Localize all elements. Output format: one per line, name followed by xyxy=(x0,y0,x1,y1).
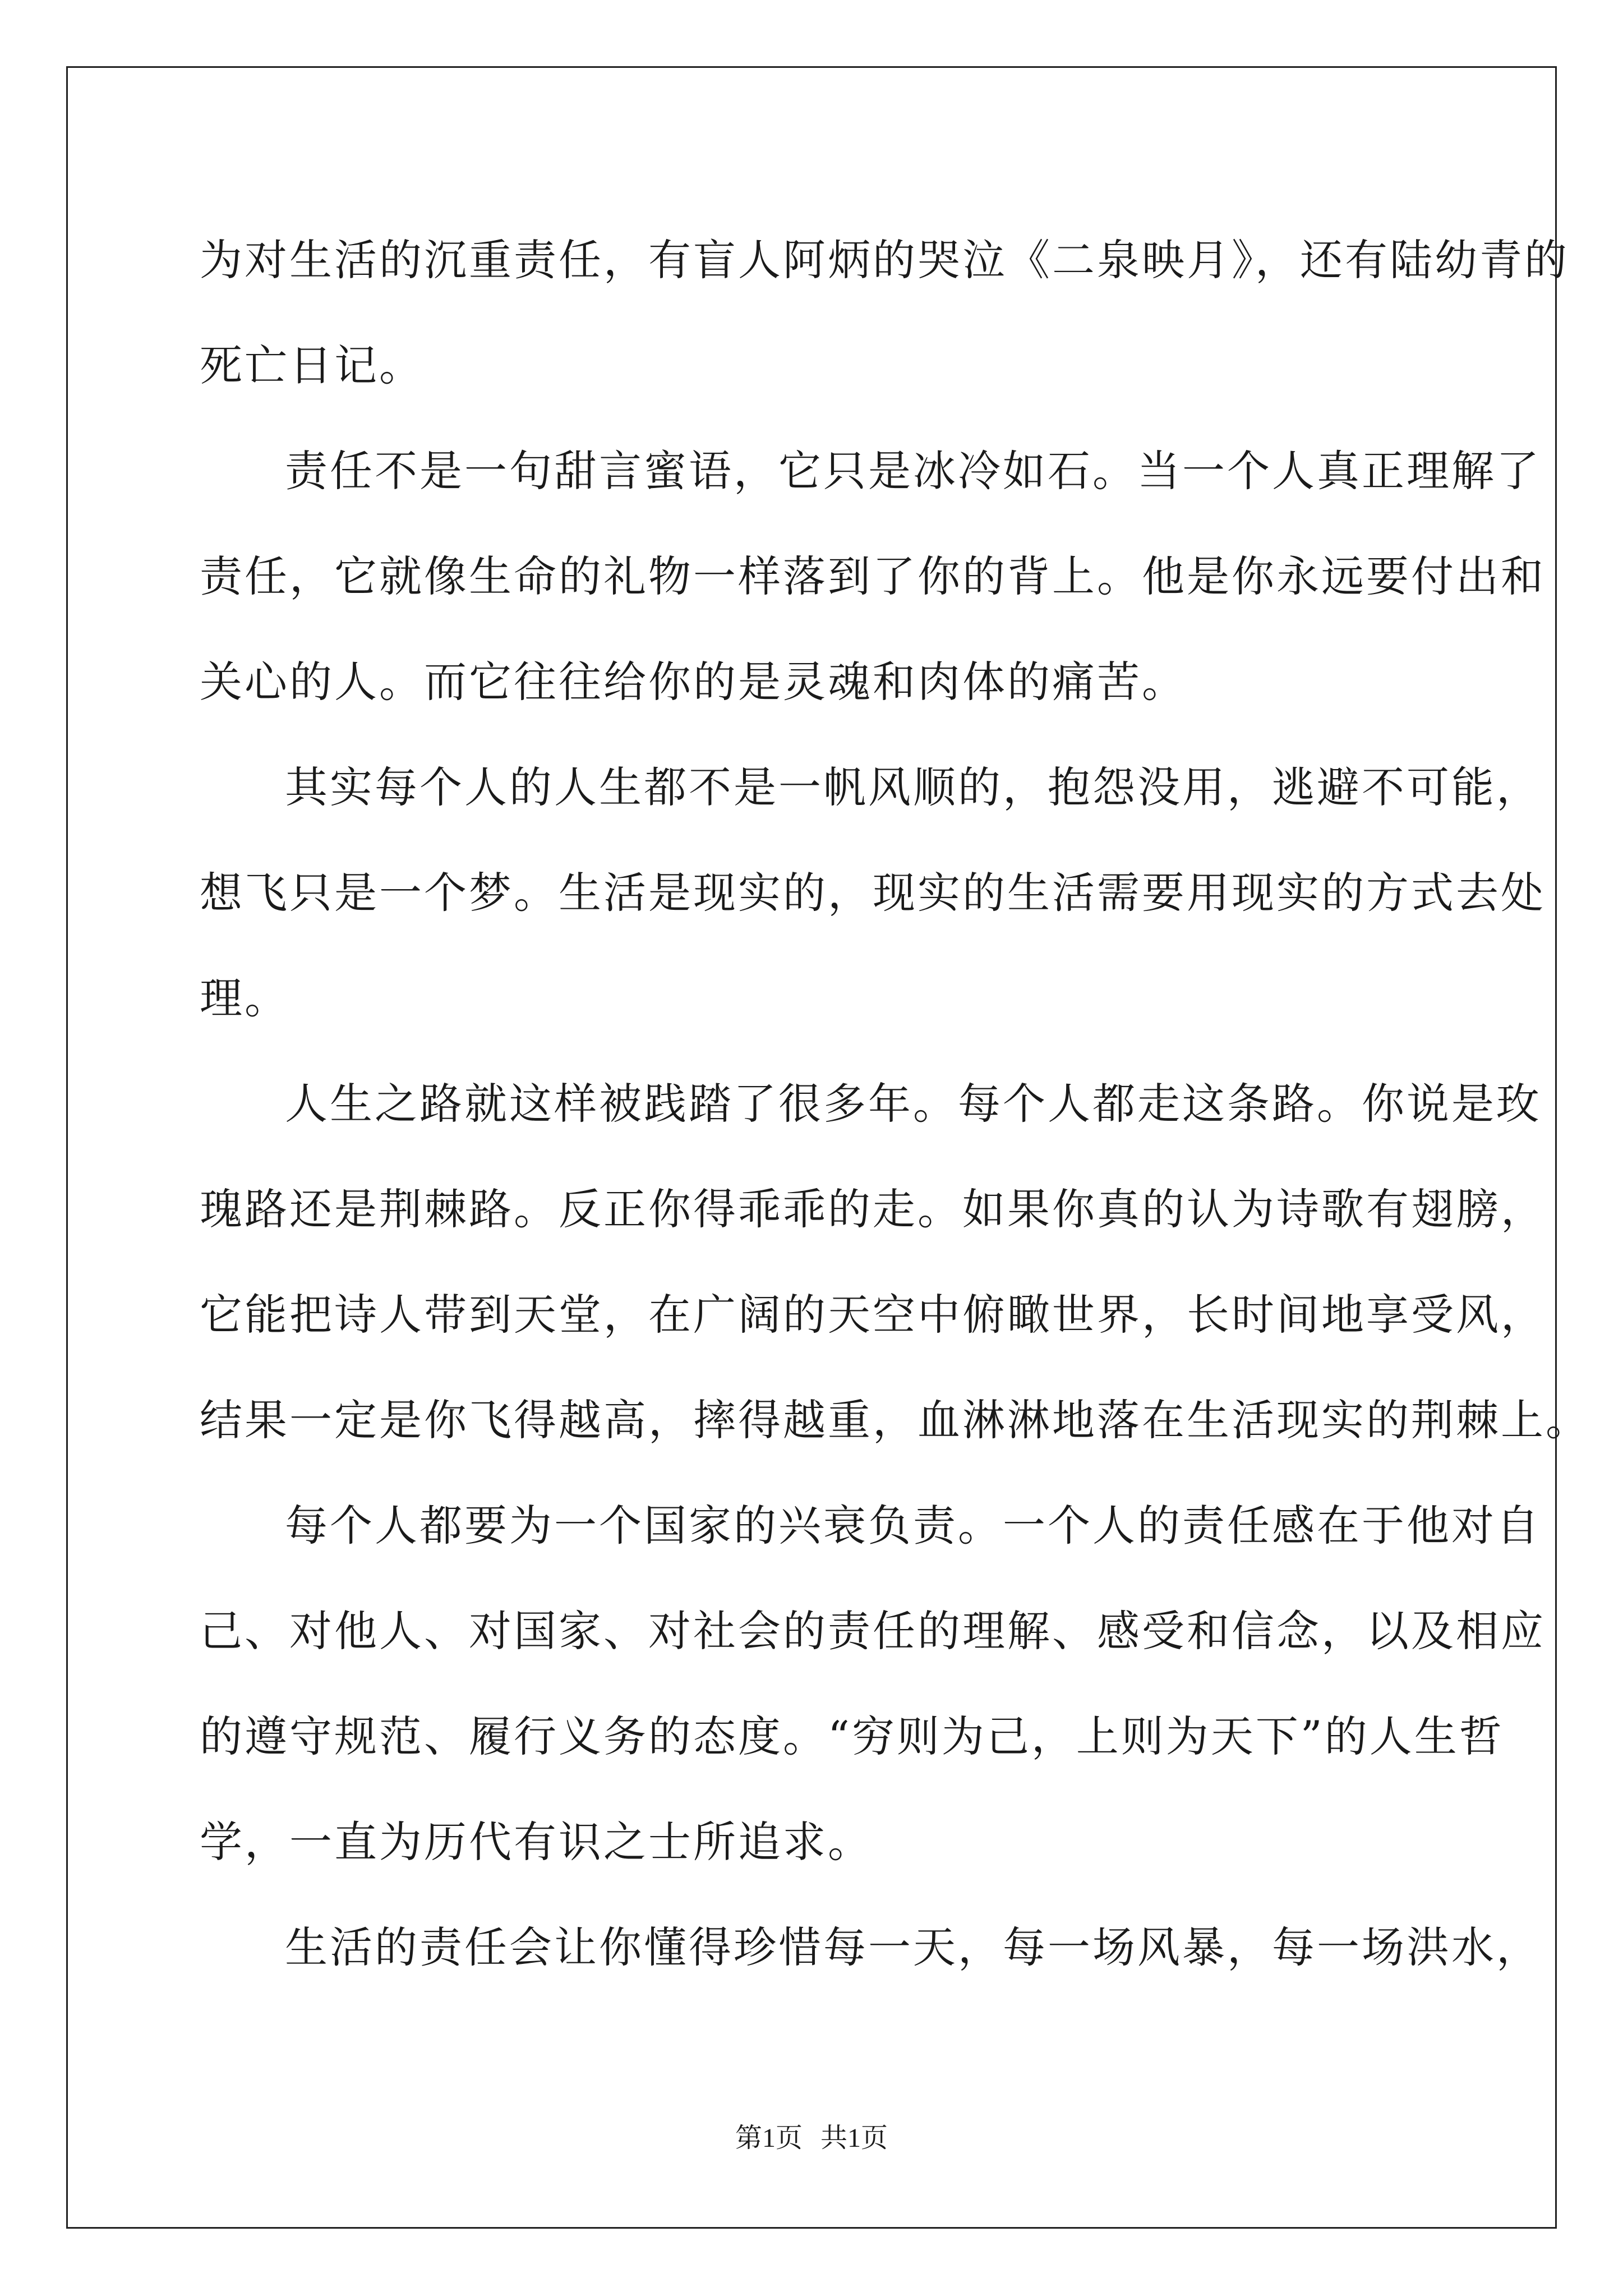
text-line: 责任，它就像生命的礼物一样落到了你的背上。他是你永远要付出和 xyxy=(200,551,1546,601)
text-line: 其实每个人的人生都不是一帆风顺的，抱怨没用，逃避不可能， xyxy=(285,762,1541,812)
text-line: 它能把诗人带到天堂，在广阔的天空中俯瞰世界，长时间地享受风， xyxy=(200,1290,1546,1340)
text-line: 的遵守规范、履行义务的态度。“穷则为己，上则为天下”的人生哲 xyxy=(200,1711,1504,1761)
text-line: 为对生活的沉重责任，有盲人阿炳的哭泣《二泉映月》，还有陆幼青的 xyxy=(200,235,1569,285)
text-line: 己、对他人、对国家、对社会的责任的理解、感受和信念，以及相应 xyxy=(200,1606,1546,1656)
text-line: 每个人都要为一个国家的兴衰负责。一个人的责任感在于他对自 xyxy=(285,1501,1541,1550)
text-line: 人生之路就这样被践踏了很多年。每个人都走这条路。你说是玫 xyxy=(285,1079,1541,1129)
page-total: 共1页 xyxy=(820,2123,888,2153)
text-line: 生活的责任会让你懂得珍惜每一天，每一场风暴，每一场洪水， xyxy=(285,1922,1541,1972)
text-line: 责任不是一句甜言蜜语，它只是冰冷如石。当一个人真正理解了 xyxy=(285,446,1541,496)
document-body xyxy=(200,208,1590,2000)
text-line: 关心的人。而它往往给你的是灵魂和肉体的痛苦。 xyxy=(200,657,1187,707)
page-footer xyxy=(0,2116,1623,2155)
text-line: 学，一直为历代有识之士所追求。 xyxy=(200,1817,873,1867)
text-line: 理。 xyxy=(200,973,289,1023)
text-line: 结果一定是你飞得越高，摔得越重，血淋淋地落在生活现实的荆棘上。 xyxy=(200,1395,1590,1445)
text-line: 想飞只是一个梦。生活是现实的，现实的生活需要用现实的方式去处 xyxy=(200,868,1546,918)
text-line: 死亡日记。 xyxy=(200,341,424,390)
page-number: 第1页 xyxy=(735,2123,803,2153)
text-line: 瑰路还是荆棘路。反正你得乖乖的走。如果你真的认为诗歌有翅膀， xyxy=(200,1184,1546,1234)
